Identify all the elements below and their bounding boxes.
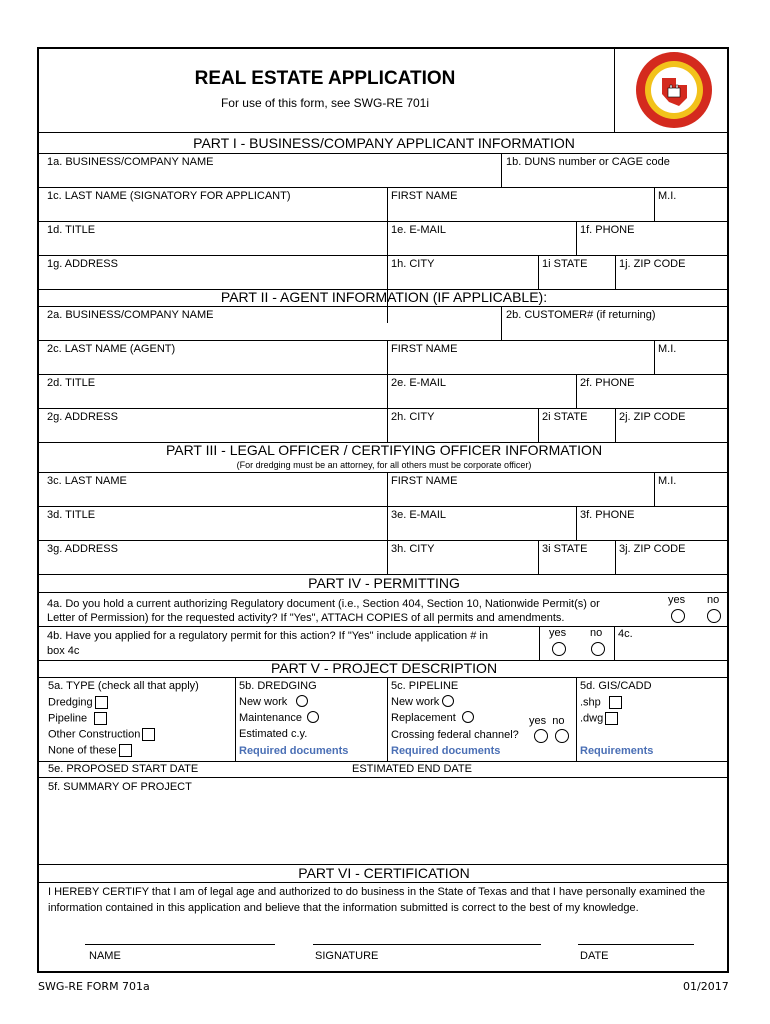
pipeline-new-work-label: New work xyxy=(391,696,440,708)
field-5f-summary[interactable]: 5f. SUMMARY OF PROJECT xyxy=(48,781,192,793)
field-1-mi[interactable]: M.I. xyxy=(658,190,677,202)
field-1a[interactable]: 1a. BUSINESS/COMPANY NAME xyxy=(47,156,214,168)
dredging-estimated-cy[interactable]: Estimated c.y. xyxy=(239,728,308,740)
field-2j[interactable]: 2j. ZIP CODE xyxy=(619,411,686,423)
field-3j[interactable]: 3j. ZIP CODE xyxy=(619,543,686,555)
field-3i[interactable]: 3i STATE xyxy=(542,543,588,555)
question-4b-line1: 4b. Have you applied for a regulatory permit for this action? If "Yes" include application # in xyxy=(47,630,488,642)
form-revision: 01/2017 xyxy=(683,980,729,993)
crossing-yes-no-label: yes no xyxy=(529,715,565,727)
real-estate-application-form xyxy=(37,47,729,973)
field-2h[interactable]: 2h. CITY xyxy=(391,411,435,423)
dredging-required-documents-link[interactable]: Required documents xyxy=(239,745,349,757)
type-other-construction-label: Other Construction xyxy=(48,728,141,741)
name-label: NAME xyxy=(89,950,121,962)
gis-dwg[interactable] xyxy=(580,712,618,725)
dredging-maintenance-label: Maintenance xyxy=(239,712,302,724)
field-3g[interactable]: 3g. ADDRESS xyxy=(47,543,118,555)
field-3h[interactable]: 3h. CITY xyxy=(391,543,435,555)
type-none-checkbox[interactable] xyxy=(119,744,132,757)
field-3-first-name[interactable]: FIRST NAME xyxy=(391,475,458,487)
field-2g[interactable]: 2g. ADDRESS xyxy=(47,411,118,423)
pipeline-replacement-radio[interactable] xyxy=(462,711,474,723)
type-pipeline-label: Pipeline xyxy=(48,712,88,725)
part2-title: PART II - AGENT INFORMATION (IF APPLICABLE): xyxy=(220,289,548,305)
field-1j[interactable]: 1j. ZIP CODE xyxy=(619,258,686,270)
q4b-yes-label: yes xyxy=(549,627,567,639)
field-2-first-name[interactable]: FIRST NAME xyxy=(391,343,458,355)
field-1-first-name[interactable]: FIRST NAME xyxy=(391,190,458,202)
part5-title: PART V - PROJECT DESCRIPTION xyxy=(270,660,498,676)
field-5e[interactable]: 5e. PROPOSED START DATE xyxy=(48,763,199,775)
field-5b-header: 5b. DREDGING xyxy=(239,680,317,692)
seal-area xyxy=(614,49,730,132)
q4a-yes-label: yes xyxy=(668,594,686,606)
certification-line2: information contained in this application and believe that the information submitted is correct to the best of my knowledge. xyxy=(48,902,639,914)
part4-title: PART IV - PERMITTING xyxy=(308,575,460,591)
field-3f[interactable]: 3f. PHONE xyxy=(580,509,635,521)
crossing-yes-radio[interactable] xyxy=(534,729,548,743)
field-3c[interactable]: 3c. LAST NAME xyxy=(47,475,127,487)
crossing-no-radio[interactable] xyxy=(555,729,569,743)
type-other-construction[interactable] xyxy=(48,728,155,741)
gis-shp-checkbox[interactable] xyxy=(609,696,622,709)
part1-title: PART I - BUSINESS/COMPANY APPLICANT INFORMATION xyxy=(193,135,575,151)
type-dredging[interactable] xyxy=(48,696,108,709)
field-3-mi[interactable]: M.I. xyxy=(658,475,677,487)
q4a-no-label: no xyxy=(707,594,720,606)
pipeline-required-documents-link[interactable]: Required documents xyxy=(391,745,501,757)
dredging-maintenance-radio[interactable] xyxy=(307,711,319,723)
question-4b-line2: box 4c xyxy=(47,645,80,657)
part6-title: PART VI - CERTIFICATION xyxy=(298,865,470,881)
signature-label: SIGNATURE xyxy=(315,950,379,962)
usace-seal-icon xyxy=(629,50,719,130)
field-5d-header: 5d. GIS/CADD xyxy=(580,680,652,692)
field-1g[interactable]: 1g. ADDRESS xyxy=(47,258,118,270)
part3-title: PART III - LEGAL OFFICER / CERTIFYING OFFICER INFORMATION xyxy=(165,442,603,458)
form-id: SWG-RE FORM 701a xyxy=(38,980,150,993)
field-1c[interactable]: 1c. LAST NAME (SIGNATORY FOR APPLICANT) xyxy=(47,190,291,202)
q4b-no-radio[interactable] xyxy=(591,642,605,656)
field-2c[interactable]: 2c. LAST NAME (AGENT) xyxy=(47,343,176,355)
field-1f[interactable]: 1f. PHONE xyxy=(580,224,635,236)
field-1d[interactable]: 1d. TITLE xyxy=(47,224,96,236)
field-3d[interactable]: 3d. TITLE xyxy=(47,509,96,521)
field-2a[interactable]: 2a. BUSINESS/COMPANY NAME xyxy=(47,309,214,321)
form-title: REAL ESTATE APPLICATION xyxy=(194,68,456,89)
q4b-yes-radio[interactable] xyxy=(552,642,566,656)
dredging-new-work-radio[interactable] xyxy=(296,695,308,707)
type-pipeline-checkbox[interactable] xyxy=(94,712,107,725)
gis-dwg-checkbox[interactable] xyxy=(605,712,618,725)
field-3e[interactable]: 3e. E-MAIL xyxy=(391,509,447,521)
pipeline-new-work-radio[interactable] xyxy=(442,695,454,707)
type-dredging-label: Dredging xyxy=(48,696,93,709)
gis-dwg-label: .dwg xyxy=(580,712,604,725)
form-subtitle: For use of this form, see SWG-RE 701i xyxy=(220,96,430,110)
field-1e[interactable]: 1e. E-MAIL xyxy=(391,224,447,236)
certification-line1: I HEREBY CERTIFY that I am of legal age and authorized to do business in the State of Texas and that I have personally examined the xyxy=(48,886,706,898)
field-2i[interactable]: 2i STATE xyxy=(542,411,588,423)
field-1h[interactable]: 1h. CITY xyxy=(391,258,435,270)
dredging-new-work-label: New work xyxy=(239,696,288,708)
field-2b[interactable]: 2b. CUSTOMER# (if returning) xyxy=(506,309,656,321)
q4a-no-radio[interactable] xyxy=(707,609,721,623)
question-4a-line1: 4a. Do you hold a current authorizing Regulatory document (i.e., Section 404, Section 10, Nationwide Permit(s) or xyxy=(47,598,600,610)
signature-line[interactable] xyxy=(313,944,541,945)
field-2f[interactable]: 2f. PHONE xyxy=(580,377,635,389)
field-estimated-end-date[interactable]: ESTIMATED END DATE xyxy=(352,763,472,775)
gis-shp-label: .shp xyxy=(580,696,601,709)
field-4c[interactable]: 4c. xyxy=(618,628,633,640)
field-1i[interactable]: 1i STATE xyxy=(542,258,588,270)
question-4a-line2: Letter of Permission) for the requested activity? If "Yes", ATTACH COPIES of all permits and amendments. xyxy=(47,612,565,624)
field-5c-header: 5c. PIPELINE xyxy=(391,680,459,692)
type-none-label: None of these xyxy=(48,744,117,757)
q4a-yes-radio[interactable] xyxy=(671,609,685,623)
type-other-construction-checkbox[interactable] xyxy=(142,728,155,741)
field-2e[interactable]: 2e. E-MAIL xyxy=(391,377,447,389)
field-2d[interactable]: 2d. TITLE xyxy=(47,377,96,389)
pipeline-replacement-label: Replacement xyxy=(391,712,456,724)
gis-requirements-link[interactable]: Requirements xyxy=(580,745,654,757)
date-line[interactable] xyxy=(578,944,694,945)
q4b-no-label: no xyxy=(590,627,603,639)
gis-shp[interactable] xyxy=(580,696,622,709)
field-1b[interactable]: 1b. DUNS number or CAGE code xyxy=(506,156,670,168)
crossing-federal-channel-label: Crossing federal channel? xyxy=(391,729,519,741)
part3-note: (For dredging must be an attorney, for all others must be corporate officer) xyxy=(236,460,532,470)
field-2-mi[interactable]: M.I. xyxy=(658,343,677,355)
date-label: DATE xyxy=(580,950,609,962)
type-pipeline[interactable] xyxy=(48,712,107,725)
type-none[interactable] xyxy=(48,744,132,757)
field-5a-header: 5a. TYPE (check all that apply) xyxy=(48,680,199,692)
name-line[interactable] xyxy=(85,944,275,945)
type-dredging-checkbox[interactable] xyxy=(95,696,108,709)
